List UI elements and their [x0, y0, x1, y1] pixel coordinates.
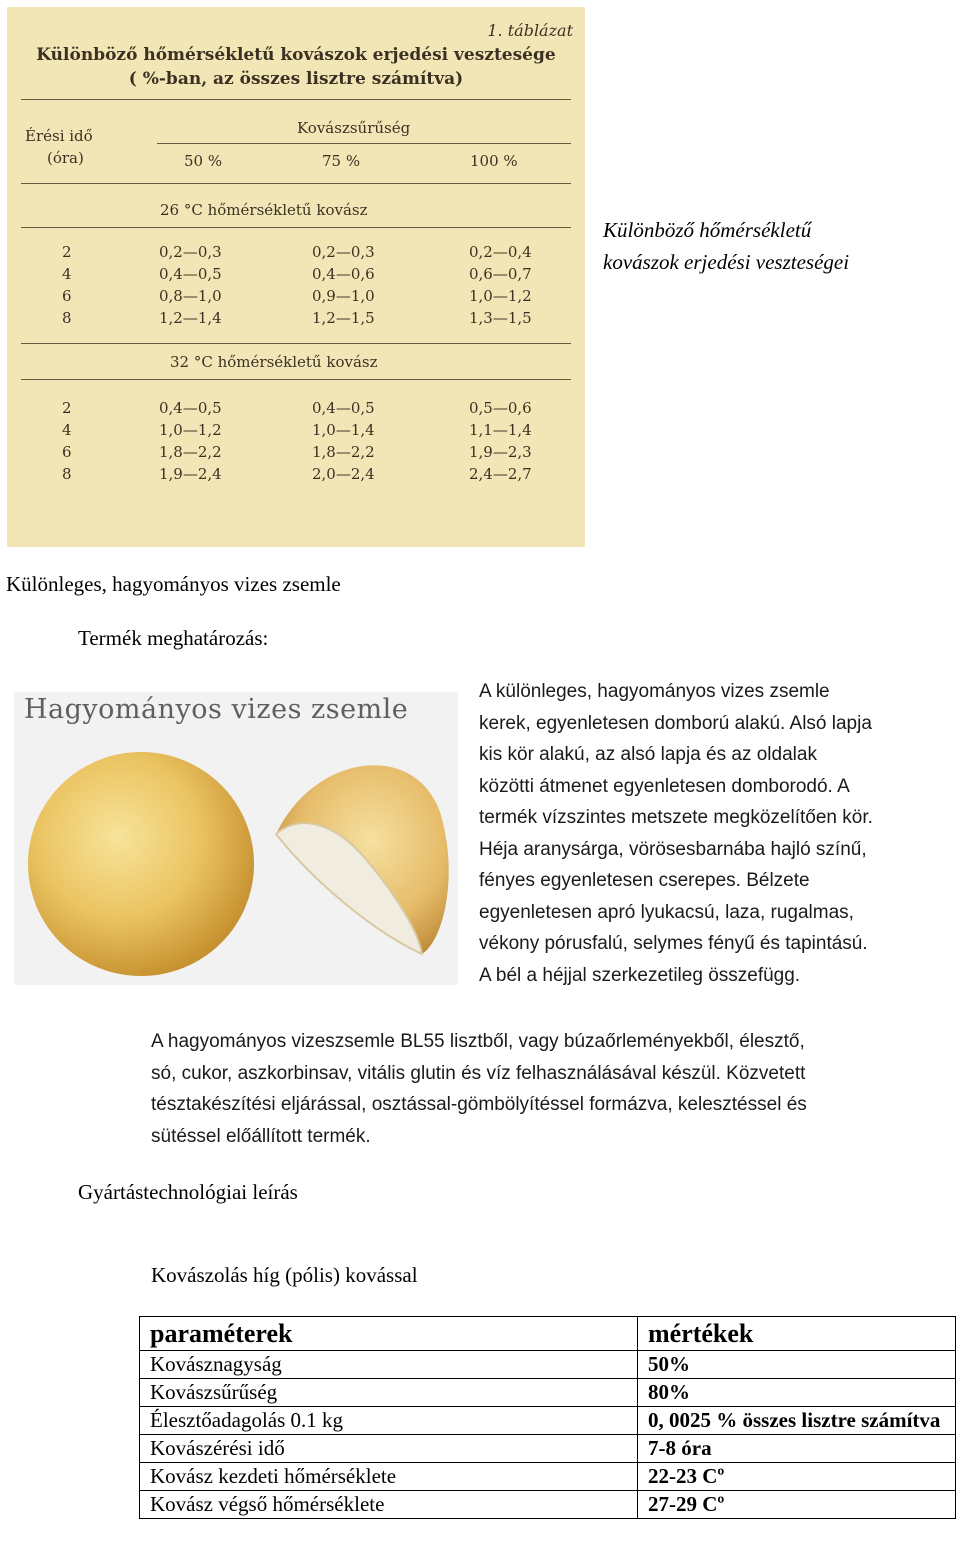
- composition-line: A hagyományos vizeszsemle BL55 lisztből, vagy búzaőrleményekből, élesztő,: [151, 1031, 805, 1052]
- hours-cell: 4: [62, 265, 72, 283]
- description-line: közötti átmenet egyenletesen domborodó. A: [479, 775, 850, 797]
- description-line: vékony pórusfalú, selymes fényű és tapintású.: [479, 933, 868, 954]
- caption-line1: Különböző hőmérsékletű: [603, 218, 812, 242]
- loss-value-cell: 0,4—0,5: [159, 265, 222, 283]
- divider: [21, 183, 571, 184]
- value-cell: 50%: [638, 1351, 956, 1379]
- hours-cell: 2: [62, 399, 72, 417]
- hours-cell: 8: [62, 465, 72, 483]
- loss-value-cell: 0,2—0,3: [312, 243, 375, 261]
- hours-cell: 2: [62, 243, 72, 261]
- section-26c-label: 26 °C hőmérsékletű kovász: [160, 201, 368, 219]
- bread-rolls-illustration: [14, 692, 458, 985]
- description-line: kis kör alakú, az alsó lapja és az oldalak: [479, 744, 817, 765]
- parameter-cell: Kovász végső hőmérséklete: [140, 1491, 638, 1519]
- header-parameters: paraméterek: [140, 1317, 638, 1351]
- loss-value-cell: 1,1—1,4: [469, 421, 532, 439]
- composition-line: tésztakészítési eljárással, osztással-gömbölyítéssel formázva, kelesztéssel és: [151, 1094, 807, 1115]
- header-measures: mértékek: [638, 1317, 956, 1351]
- description-line: fényes egyenletesen cserepes. Bélzete: [479, 870, 810, 891]
- table-row: [140, 1379, 956, 1407]
- tech-heading: Gyártástechnológiai leírás: [78, 1180, 298, 1204]
- parameter-cell: Kovászérési idő: [140, 1435, 638, 1463]
- time-header-line1: Érési idő: [25, 127, 93, 145]
- density-100: 100 %: [470, 152, 518, 170]
- divider: [21, 343, 571, 344]
- scanned-table-image: [7, 7, 585, 547]
- hours-cell: 6: [62, 443, 72, 461]
- loss-value-cell: 1,0—1,2: [159, 421, 222, 439]
- product-description: [479, 676, 873, 991]
- loss-value-cell: 2,4—2,7: [469, 465, 532, 483]
- loss-value-cell: 0,4—0,5: [312, 399, 375, 417]
- value-cell: 80%: [638, 1379, 956, 1407]
- composition-line: só, cukor, aszkorbinsav, vitális glutin és víz felhasználásával készül. Közvetett: [151, 1062, 806, 1084]
- loss-value-cell: 1,3—1,5: [469, 309, 532, 327]
- value-cell: 27-29 Cº: [638, 1491, 956, 1519]
- loss-value-cell: 1,8—2,2: [312, 443, 375, 461]
- figure-caption: [603, 214, 943, 278]
- description-line: A bél a héjjal szerkezetileg összefügg.: [479, 964, 801, 986]
- description-line: A különleges, hagyományos vizes zsemle: [479, 681, 830, 702]
- loss-value-cell: 1,2—1,4: [159, 309, 222, 327]
- hours-cell: 4: [62, 421, 72, 439]
- value-cell: 0, 0025 % összes lisztre számítva: [638, 1407, 956, 1435]
- parameters-table: [139, 1316, 956, 1519]
- description-line: kerek, egyenletesen domború alakú. Alsó lapja: [479, 712, 872, 734]
- description-line: egyenletesen apró lyukacsú, laza, rugalmas,: [479, 901, 854, 923]
- parameter-cell: Élesztőadagolás 0.1 kg: [140, 1407, 638, 1435]
- composition-line: sütéssel előállított termék.: [151, 1125, 371, 1147]
- loss-value-cell: 0,2—0,3: [159, 243, 222, 261]
- parameter-cell: Kovász kezdeti hőmérséklete: [140, 1463, 638, 1491]
- loss-value-cell: 1,9—2,4: [159, 465, 222, 483]
- loss-value-cell: 0,4—0,5: [159, 399, 222, 417]
- photo-label: Hagyományos vizes zsemle: [24, 694, 409, 725]
- section-32c-label: 32 °C hőmérsékletű kovász: [170, 353, 378, 371]
- table-row: [140, 1463, 956, 1491]
- loss-value-cell: 1,2—1,5: [312, 309, 375, 327]
- time-header-line2: (óra): [47, 149, 84, 167]
- divider: [21, 227, 571, 228]
- product-heading: Termék meghatározás:: [78, 626, 269, 650]
- section-title: Különleges, hagyományos vizes zsemle: [6, 572, 341, 596]
- sourdough-heading: Kovászolás híg (pólis) kovással: [151, 1263, 418, 1287]
- table-row: [140, 1435, 956, 1463]
- composition-paragraph: [151, 1026, 807, 1152]
- density-75: 75 %: [322, 152, 361, 170]
- table-number: 1. táblázat: [487, 21, 573, 40]
- whole-roll: [28, 752, 254, 976]
- hours-cell: 6: [62, 287, 72, 305]
- bread-photo: [14, 692, 458, 985]
- value-cell: 7-8 óra: [638, 1435, 956, 1463]
- density-header: Kovászsűrűség: [297, 119, 411, 137]
- loss-value-cell: 0,2—0,4: [469, 243, 532, 261]
- loss-value-cell: 2,0—2,4: [312, 465, 375, 483]
- description-line: Héja aranysárga, vörösesbarnába hajló színű,: [479, 838, 867, 860]
- table-header-row: [140, 1317, 956, 1351]
- divider: [21, 379, 571, 380]
- loss-value-cell: 1,9—2,3: [469, 443, 532, 461]
- table-row: [140, 1351, 956, 1379]
- divider: [21, 99, 571, 100]
- loss-value-cell: 0,6—0,7: [469, 265, 532, 283]
- caption-line2: kovászok erjedési veszteségei: [603, 250, 850, 274]
- loss-value-cell: 0,5—0,6: [469, 399, 532, 417]
- divider: [157, 143, 571, 144]
- loss-value-cell: 1,0—1,4: [312, 421, 375, 439]
- description-line: termék vízszintes metszete megközelítően kör.: [479, 807, 873, 828]
- scan-title-line2: ( %-ban, az összes lisztre számítva): [128, 69, 464, 89]
- table-row: [140, 1491, 956, 1519]
- loss-value-cell: 1,0—1,2: [469, 287, 532, 305]
- scan-title-line1: Különböző hőmérsékletű kovászok erjedési vesztesége: [36, 45, 556, 65]
- parameter-cell: Kovásznagyság: [140, 1351, 638, 1379]
- density-50: 50 %: [184, 152, 223, 170]
- loss-value-cell: 0,8—1,0: [159, 287, 222, 305]
- parameter-cell: Kovászsűrűség: [140, 1379, 638, 1407]
- value-cell: 22-23 Cº: [638, 1463, 956, 1491]
- table-row: [140, 1407, 956, 1435]
- loss-value-cell: 0,4—0,6: [312, 265, 375, 283]
- loss-value-cell: 1,8—2,2: [159, 443, 222, 461]
- loss-value-cell: 0,9—1,0: [312, 287, 375, 305]
- hours-cell: 8: [62, 309, 72, 327]
